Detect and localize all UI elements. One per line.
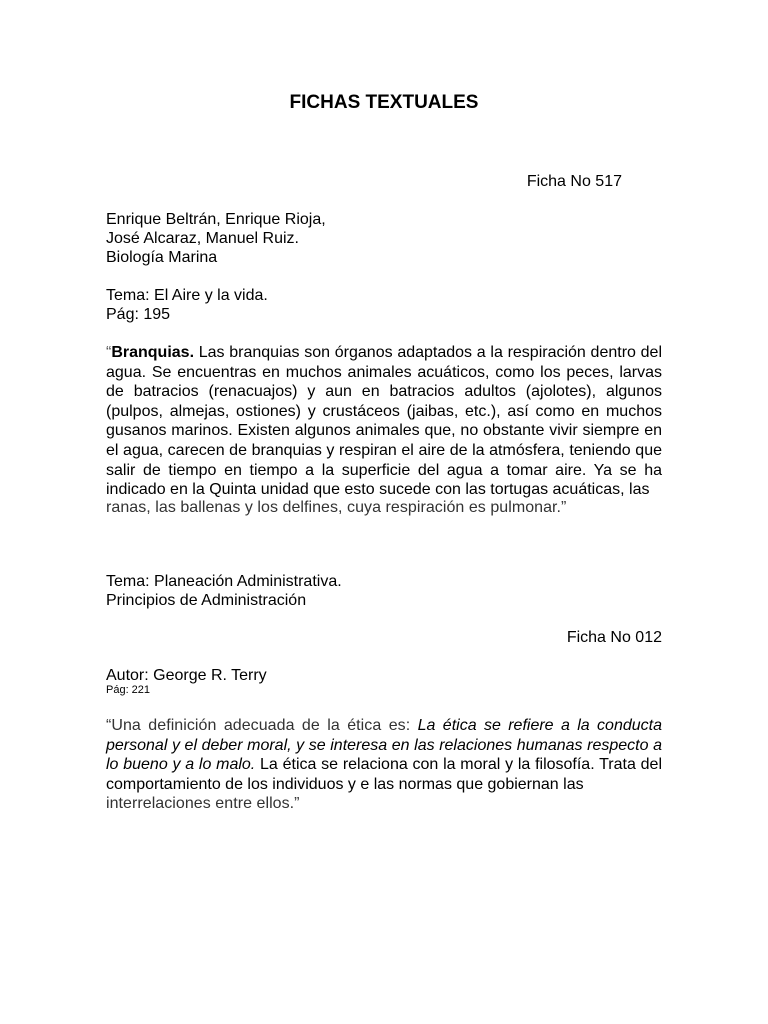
quote-paragraph-2 <box>106 716 662 794</box>
book-title: Biología Marina <box>106 249 218 266</box>
book-title-2: Principios de Administración <box>106 592 307 609</box>
ficha-number-012: Ficha No 012 <box>566 629 662 646</box>
ficha-number-517: Ficha No 517 <box>526 173 622 190</box>
quote-last-line: ranas, las ballenas y los delfines, cuya respiración es pulmonar.” <box>106 499 567 516</box>
topic-line-2: Tema: Planeación Administrativa. <box>106 573 342 590</box>
quote-body-2: La ética se relaciona con la moral y la filosofía. Trata del comportamiento de los individuos y e las normas que gobiernan las <box>106 756 663 793</box>
quote-keyword: Branquias. <box>111 344 195 361</box>
page-reference-2: Pág: 221 <box>106 684 151 696</box>
quote-body: Las branquias son órganos adaptados a la respiración dentro del agua. Se encuentras en muchos animales acuáticos, como los peces, larvas de batracios (renacuajos) y aun en batracios adultos (ajolotes), algunos (pulpos, almejas, ostiones) y crustáceos (jaibas, etc.), así como en muchos gusanos marinos. Existen algunos animales que, no obstante vivir siempre en el agua, carecen de branquias y respiran el aire de la atmósfera, teniendo que salir de tiempo en tiempo a la superficie del agua a tomar aire. Ya se ha indicado en la Quinta unidad que esto sucede con las tortugas acuáticas, las <box>106 344 662 499</box>
open-quote: “ <box>106 344 112 361</box>
page-title: FICHAS TEXTUALES <box>289 92 479 113</box>
topic-line: Tema: El Aire y la vida. <box>106 287 268 304</box>
authors-line-1: Enrique Beltrán, Enrique Rioja, <box>106 211 326 228</box>
authors-line-2: José Alcaraz, Manuel Ruiz. <box>106 230 299 247</box>
quote-last-line-2: interrelaciones entre ellos.” <box>106 795 300 812</box>
quote-intro: “Una definición adecuada de la ética es: <box>106 717 418 734</box>
page-reference: Pág: 195 <box>106 306 171 323</box>
author-line: Autor: George R. Terry <box>106 667 267 684</box>
quote-paragraph <box>106 343 662 500</box>
quote-definition: La ética se refiere a la conducta personal y el deber moral, y se interesa en las relaciones humanas respecto a lo bueno y a lo malo. <box>106 717 662 774</box>
